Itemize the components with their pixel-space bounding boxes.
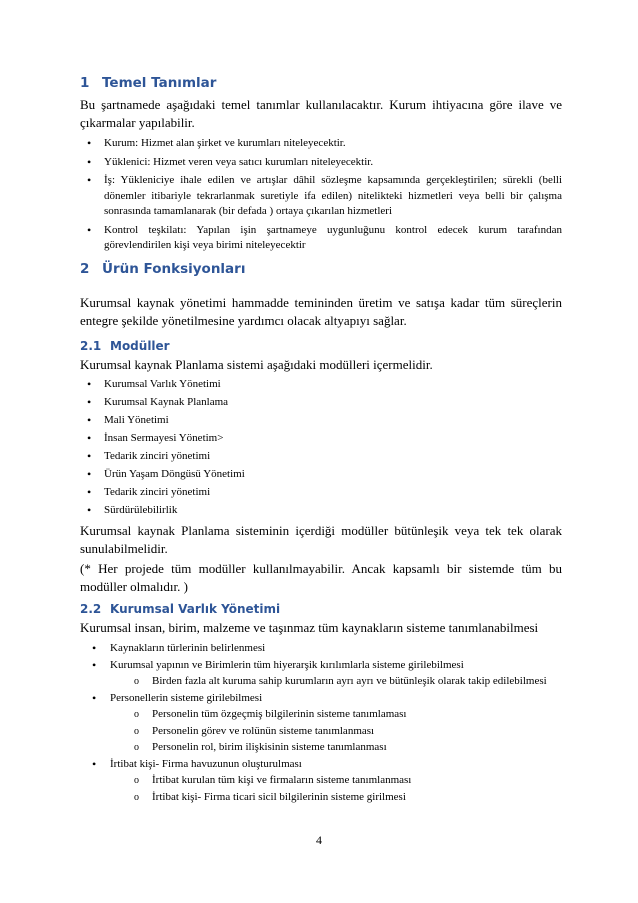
- list-item: • İş: Yükleniciye ihale edilen ve artışlar dâhil sözleşme kapsamında gerçekleştirilen; sürekli (belli dönemler itibariyle tekrarlanmak suretiyle ifa edilen) nitelikteki hizmetleri veya belli bir çalışma sonrasında tamamlanarak (bir defada ) ortaya çıkarılan hizmetleri: [80, 173, 562, 220]
- heading-number: 2.2: [80, 602, 102, 616]
- list-item: • Yüklenici: Hizmet veren veya satıcı kurumları niteleyecektir.: [80, 155, 562, 171]
- sub-list-item: o Personelin rol, birim ilişkisinin sisteme tanımlanması: [80, 740, 562, 756]
- heading-section-1: [80, 75, 562, 91]
- heading-title: Modüller: [110, 339, 170, 353]
- section-1-intro: Bu şartnamede aşağıdaki temel tanımlar kullanılacaktır. Kurum ihtiyacına göre ilave ve çıkarmalar yapılabilir.: [80, 97, 562, 130]
- list-item: • Kurumsal Varlık Yönetimi: [80, 377, 562, 393]
- modules-list: [80, 377, 562, 521]
- list-item: • Kontrol teşkilatı: Yapılan işin şartnameye uygunluğunu kontrol edecek kurum tarafından görevlendirilen kişi veya birimi niteleyecektir: [80, 223, 562, 254]
- modules-note: Kurumsal kaynak Planlama sisteminin içerdiği modüller bütünleşik veya tek tek olarak sunulabilmelidir.: [80, 523, 562, 556]
- sub-list-item: o Personelin görev ve rolünün sisteme tanımlanması: [80, 724, 562, 740]
- heading-title: Temel Tanımlar: [102, 75, 217, 91]
- heading-number: 2.1: [80, 339, 102, 353]
- sub-list: [80, 773, 562, 805]
- sub-list-item: o İrtibat kişi- Firma ticari sicil bilgilerinin sisteme girilmesi: [80, 790, 562, 806]
- heading-number: 1: [80, 75, 90, 91]
- sub-list: [80, 674, 562, 690]
- heading-section-2-2: [80, 602, 562, 616]
- sub-list-item: o Birden fazla alt kuruma sahip kurumların ayrı ayrı ve bütünleşik olarak takip edilebilmesi: [80, 674, 562, 690]
- modules-footnote: (* Her projede tüm modüller kullanılmayabilir. Ancak kapsamlı bir sistemde tüm bu modüller olmalıdır. ): [80, 561, 562, 594]
- sub-list-item: o İrtibat kurulan tüm kişi ve firmaların sisteme tanımlanması: [80, 773, 562, 789]
- list-item: • Ürün Yaşam Döngüsü Yönetimi: [80, 467, 562, 483]
- sub-list-item: o Personelin tüm özgeçmiş bilgilerinin sisteme tanımlaması: [80, 707, 562, 723]
- list-item: [80, 691, 562, 756]
- asset-management-list: [80, 641, 562, 806]
- list-item: • Mali Yönetimi: [80, 413, 562, 429]
- list-item: • Tedarik zinciri yönetimi: [80, 449, 562, 465]
- heading-title: Ürün Fonksiyonları: [102, 261, 246, 277]
- list-item: • İnsan Sermayesi Yönetim>: [80, 431, 562, 447]
- list-item: [80, 641, 562, 657]
- list-item: • Tedarik zinciri yönetimi: [80, 485, 562, 501]
- list-item-text: İrtibat kişi- Firma havuzunun oluşturulması: [110, 757, 302, 770]
- list-item: • Sürdürülebilirlik: [80, 503, 562, 519]
- heading-title: Kurumsal Varlık Yönetimi: [110, 602, 281, 616]
- section-2-intro: Kurumsal kaynak yönetimi hammadde temininden üretim ve satışa kadar tüm süreçlerin entegre şekilde yönetilmesine yardımcı olacak altyapıyı sağlar.: [80, 295, 562, 328]
- list-item: • Kurum: Hizmet alan şirket ve kurumları niteleyecektir.: [80, 136, 562, 152]
- heading-section-2: [80, 261, 562, 277]
- heading-section-2-1: [80, 339, 562, 353]
- sub-list: [80, 707, 562, 756]
- definitions-list: [80, 136, 562, 257]
- list-item-text: Kaynakların türlerinin belirlenmesi: [110, 642, 266, 654]
- section-2-1-intro: Kurumsal kaynak Planlama sistemi aşağıdaki modülleri içermelidir.: [80, 357, 433, 372]
- list-item-text: Kurumsal yapının ve Birimlerin tüm hiyerarşik kırılımlarla sisteme girilebilmesi: [110, 658, 464, 671]
- list-item-text: Personellerin sisteme girilebilmesi: [110, 691, 263, 704]
- page-number: 4: [316, 833, 322, 847]
- heading-number: 2: [80, 261, 90, 277]
- list-item: • Kurumsal Kaynak Planlama: [80, 395, 562, 411]
- list-item: [80, 658, 562, 690]
- list-item: [80, 757, 562, 806]
- section-2-2-intro: Kurumsal insan, birim, malzeme ve taşınmaz tüm kaynakların sisteme tanımlanabilmesi: [80, 620, 539, 635]
